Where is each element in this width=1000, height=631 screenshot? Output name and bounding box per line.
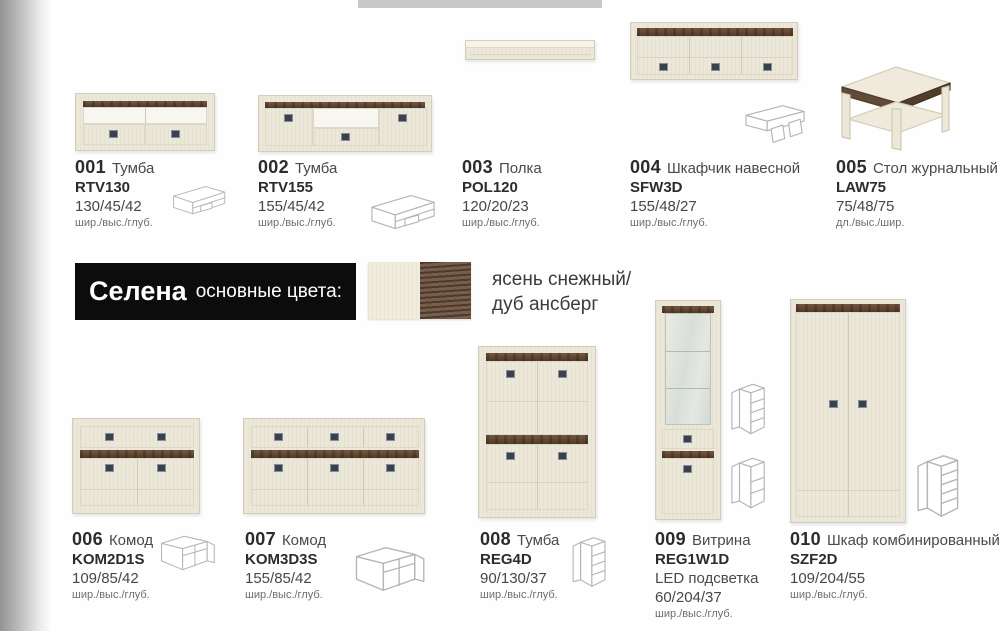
item-dimension-units: шир./выс./глуб.	[462, 217, 540, 229]
swatch-label-line2: дуб ансберг	[492, 294, 599, 315]
item-name: Полка	[498, 160, 542, 177]
item-number: 008	[480, 529, 511, 549]
handle	[157, 464, 166, 472]
product-photo-rtv130	[75, 93, 215, 151]
item-006-wireframe-icon	[158, 527, 216, 579]
item-dimension-units: шир./выс./глуб.	[630, 217, 708, 229]
handle	[109, 130, 118, 138]
item-code: LAW75	[836, 179, 887, 196]
item-number: 009	[655, 529, 686, 549]
dark-trim	[637, 28, 793, 36]
item-004-info	[630, 158, 800, 230]
product-photo-kom3d3s	[243, 418, 425, 514]
handle	[330, 464, 339, 472]
color-swatch	[368, 262, 471, 319]
door-divider	[689, 37, 690, 74]
item-007-wireframe-icon	[352, 538, 426, 600]
item-002-wireframe-icon	[370, 190, 438, 236]
item-code: REG1W1D	[655, 551, 730, 568]
item-010-wireframe-icon	[914, 450, 964, 522]
item-code: POL120	[462, 179, 518, 196]
product-photo-rtv155	[258, 95, 432, 152]
handle	[683, 435, 692, 443]
item-number: 005	[836, 157, 867, 177]
door-divider	[741, 37, 742, 74]
product-photo-reg4d	[478, 346, 596, 518]
item-dimension-units: шир./выс./глуб.	[258, 217, 336, 229]
item-dimensions: 75/48/75	[836, 198, 895, 215]
swatch-label	[492, 267, 631, 317]
item-dimensions: 109/85/42	[72, 570, 139, 587]
item-name: Комод	[281, 532, 327, 549]
dark-trim	[251, 450, 419, 458]
glass-door	[665, 313, 711, 425]
item-dimension-units: шир./выс./глуб.	[75, 217, 153, 229]
handle	[858, 400, 867, 408]
handle	[386, 433, 395, 441]
item-number: 006	[72, 529, 103, 549]
item-dimensions: 90/130/37	[480, 570, 547, 587]
handle	[157, 433, 166, 441]
item-code: REG4D	[480, 551, 532, 568]
handle	[829, 400, 838, 408]
item-dimension-units: шир./выс./глуб.	[72, 589, 150, 601]
item-name: Тумба	[516, 532, 560, 549]
item-code: RTV155	[258, 179, 314, 196]
handle	[171, 130, 180, 138]
open-shelf	[313, 108, 379, 128]
item-dimension-units: шир./выс./глуб.	[790, 589, 868, 601]
door-line	[797, 490, 899, 491]
item-number: 007	[245, 529, 276, 549]
item-dimensions: 109/204/55	[790, 570, 866, 587]
product-photo-reg1w1d	[655, 300, 721, 520]
shelf-lip	[470, 54, 590, 55]
item-feature: LED подсветка	[655, 570, 759, 587]
glass-shelf	[666, 388, 710, 389]
drawer-divider	[363, 427, 364, 447]
item-code: KOM3D3S	[245, 551, 318, 568]
handle	[105, 433, 114, 441]
handle	[284, 114, 293, 122]
handle	[558, 452, 567, 460]
item-number: 004	[630, 157, 661, 177]
item-005-info	[836, 158, 998, 230]
item-dimensions: 155/48/27	[630, 198, 697, 215]
door-divider	[363, 459, 364, 505]
item-name: Стол журнальный	[872, 160, 998, 177]
item-dimension-units: дл./выс./шир.	[836, 217, 905, 229]
handle	[683, 465, 692, 473]
item-010-info	[790, 530, 1000, 602]
product-photo-sfw3d	[630, 22, 798, 80]
item-dimension-units: шир./выс./глуб.	[655, 608, 733, 620]
shelf-divider	[145, 108, 146, 123]
handle	[341, 133, 350, 141]
door-divider	[137, 459, 138, 505]
door-line	[487, 401, 587, 402]
item-003-info	[462, 158, 542, 230]
item-code: KOM2D1S	[72, 551, 145, 568]
item-009-wireframe-icon-upper	[730, 374, 768, 444]
series-banner-caption: основные цвета:	[195, 280, 342, 302]
series-banner	[75, 263, 356, 320]
swatch-oak-ansberg	[420, 262, 472, 319]
item-009-info	[655, 530, 758, 621]
item-006-info	[72, 530, 153, 602]
item-code: RTV130	[75, 179, 131, 196]
handle	[763, 63, 772, 71]
item-name: Шкафчик навесной	[666, 160, 801, 177]
door-line	[252, 489, 418, 490]
swatch-label-line1: ясень снежный/	[492, 269, 632, 290]
item-002-info	[258, 158, 337, 230]
handle	[711, 63, 720, 71]
dark-trim	[486, 353, 588, 361]
item-008-info	[480, 530, 559, 602]
handle	[386, 464, 395, 472]
item-name: Тумба	[111, 160, 155, 177]
door-line	[81, 489, 193, 490]
item-number: 001	[75, 157, 106, 177]
door-divider	[537, 362, 538, 434]
door-line	[487, 482, 587, 483]
swatch-ash-snow	[368, 262, 420, 319]
item-name: Витрина	[691, 532, 751, 549]
item-dimensions: 130/45/42	[75, 198, 142, 215]
item-number: 003	[462, 157, 493, 177]
handle	[659, 63, 668, 71]
door-divider	[848, 313, 849, 516]
item-name: Тумба	[294, 160, 338, 177]
page-edge-shadow	[0, 0, 52, 631]
item-number: 002	[258, 157, 289, 177]
product-photo-kom2d1s	[72, 418, 200, 514]
item-name: Шкаф комбинированный	[826, 532, 1000, 549]
item-007-info	[245, 530, 326, 602]
dark-trim	[796, 304, 900, 312]
door-line	[638, 57, 792, 58]
item-dimensions: 155/85/42	[245, 570, 312, 587]
dark-trim	[662, 306, 714, 313]
handle	[274, 433, 283, 441]
item-name: Комод	[108, 532, 154, 549]
dark-trim	[486, 435, 588, 444]
item-dimensions: 120/20/23	[462, 198, 529, 215]
door-divider	[537, 445, 538, 509]
item-008-wireframe-icon	[564, 533, 616, 591]
product-photo-pol120	[465, 40, 595, 60]
handle	[506, 370, 515, 378]
item-001-wireframe-icon	[172, 178, 228, 224]
handle	[274, 464, 283, 472]
series-name: Селена	[89, 276, 187, 306]
item-number: 010	[790, 529, 821, 549]
handle	[558, 370, 567, 378]
item-dimension-units: шир./выс./глуб.	[245, 589, 323, 601]
handle	[506, 452, 515, 460]
dark-trim	[80, 450, 194, 458]
top-grey-bar	[358, 0, 602, 8]
item-001-info	[75, 158, 154, 230]
item-code: SFW3D	[630, 179, 683, 196]
product-photo-law75	[828, 57, 958, 152]
product-photo-szf2d	[790, 299, 906, 523]
handle	[105, 464, 114, 472]
shelf-top	[466, 41, 594, 48]
handle	[398, 114, 407, 122]
dark-trim	[662, 451, 714, 458]
item-dimensions: 60/204/37	[655, 589, 722, 606]
drawer	[80, 426, 194, 448]
drawer-divider	[307, 427, 308, 447]
item-009-wireframe-icon-lower	[730, 452, 768, 514]
door-divider	[307, 459, 308, 505]
item-dimensions: 155/45/42	[258, 198, 325, 215]
item-code: SZF2D	[790, 551, 838, 568]
item-004-wireframe-icon	[744, 102, 806, 150]
handle	[330, 433, 339, 441]
glass-shelf	[666, 351, 710, 352]
item-dimension-units: шир./выс./глуб.	[480, 589, 558, 601]
